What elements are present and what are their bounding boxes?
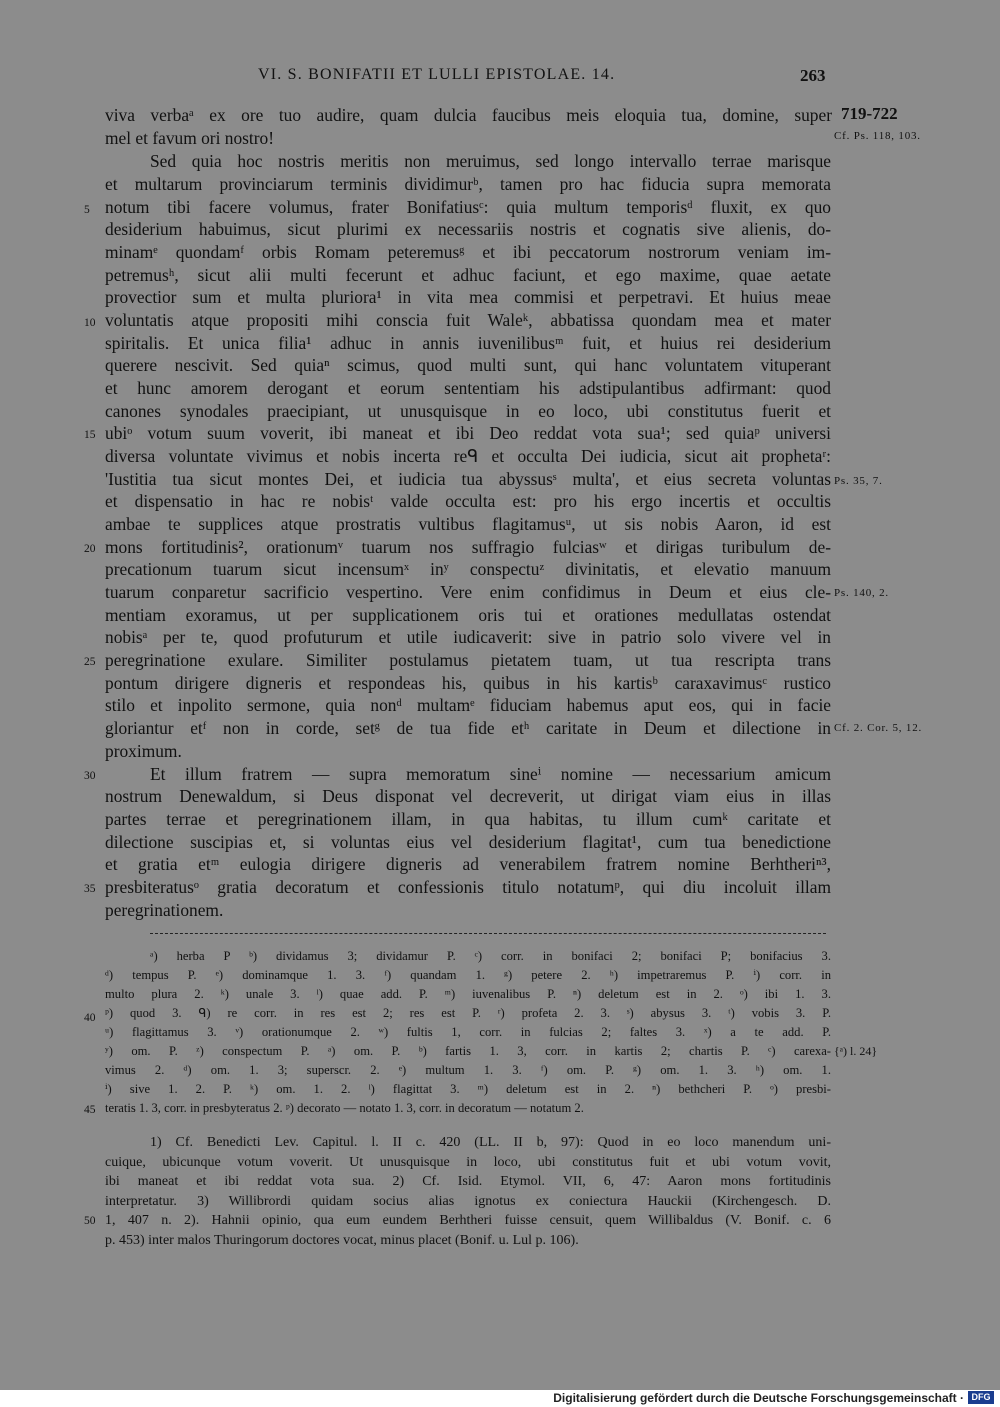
margin-ref-2-cor: Cf. 2. Cor. 5, 12. xyxy=(834,722,923,734)
text-line: desiderium habuimus, sicut plurimi ex necessariis nostris et cognatis sive alienis, do- xyxy=(105,219,831,239)
apparatus-line: ᵘ) flagittamus 3. ᵛ) orationumque 2. ʷ) fultis 1, corr. in fulcias 2; faltes 3. ˣ) a te add. P. xyxy=(105,1025,831,1039)
apparatus-side-ref: {ᵃ) l. 24} xyxy=(834,1044,878,1058)
margin-date: 719-722 xyxy=(841,104,898,123)
text-line: et gratia etᵐ eulogia dirigere digneris ad venerabilem fratrem nomine Berhtheriⁿ³, xyxy=(105,854,831,874)
text-line: nobisᵃ per te, quod profuturum et utile iudicaverit: sive in patrio solo vivere vel in xyxy=(105,627,831,647)
line-number: 10 xyxy=(84,317,96,329)
text-line: Et illum fratrem — supra memoratum sineⁱ nomine — necessarium amicum xyxy=(150,764,831,784)
line-number: 25 xyxy=(84,656,96,668)
running-head: VI. S. BONIFATII ET LULLI EPISTOLAE. 14. xyxy=(258,66,616,83)
text-line: proximum. xyxy=(105,741,182,761)
note-line: interpretatur. 3) Willibrordi quidam socius alias ignotus ex coniectura Hauckii (Kirchengesch. D. xyxy=(105,1194,831,1209)
apparatus-line: multo plura 2. ᵏ) unale 3. ˡ) quae add. P. ᵐ) iuvenalibus P. ⁿ) deletum est in 2. ᵒ) ibi 1. 3. xyxy=(105,987,831,1001)
apparatus-line: ᵈ) tempus P. ᵉ) dominamque 1. 3. ᶠ) quandam 1. ᵍ) petere 2. ʰ) impetraremus P. ⁱ) corr. in xyxy=(105,968,831,982)
apparatus-line: ʸ) om. P. ᶻ) conspectum P. ᵃ) om. P. ᵇ) fartis 1. 3, corr. in kartis 2; chartis P. ᶜ) carexa- xyxy=(105,1044,831,1058)
note-line: p. 453) inter malos Thuringorum doctores vocat, minus placet (Bonif. u. Lul p. 106). xyxy=(105,1233,579,1248)
text-line: notum tibi facere volumus, frater Bonifatiusᶜ: quia multum temporisᵈ fluxit, ex quo xyxy=(105,197,831,217)
line-number: 50 xyxy=(84,1215,96,1227)
footnote-rule xyxy=(150,933,826,934)
text-line: ubiᵒ votum suum voverit, ibi maneat et ibi Deo reddat vota sua¹; sed quiaᵖ universi xyxy=(105,423,831,443)
apparatus-line: ᵃ) herba P ᵇ) dividamus 3; dividamur P. ᶜ) corr. in bonifaci 2; bonifaci P; bonifacius 3. xyxy=(150,949,831,963)
text-line: tuarum conparetur sacrificio vespertino. Vere enim confidimus in Deum et eius cle- xyxy=(105,582,831,602)
page-number: 263 xyxy=(800,66,826,85)
text-line: dilectione suscipias et, si voluntas eius vel desiderium flagitat¹, cum tua benedictione xyxy=(105,832,831,852)
text-line: 'Iustitia tua sicut montes Dei, et iudicia tua abyssusˢ multa', et eius secreta voluntas xyxy=(105,469,831,489)
text-line: et hunc amorem derogant et eorum sententiam his adstipulantibus adfirmant: quod xyxy=(105,378,831,398)
footer-credit: Digitalisierung gefördert durch die Deutsche Forschungsgemeinschaft · xyxy=(553,1391,964,1405)
apparatus-line: ᵖ) quod 3. ᑫ) re corr. in res est 2; res est P. ʳ) profeta 2. 3. ˢ) abysus 3. ᵗ) vobis 3. P. xyxy=(105,1006,831,1020)
line-number: 45 xyxy=(84,1104,96,1116)
line-number: 15 xyxy=(84,429,96,441)
text-line: partes terrae et peregrinationem illam, in qua habitas, tu illum cumᵏ caritate et xyxy=(105,809,831,829)
text-line: querere nescivit. Sed quiaⁿ scimus, quod multi sunt, qui hanc voluntatem vituperant xyxy=(105,355,831,375)
text-line: pontum dirigere digneris et respondeas his, quibus in his kartisᵇ caraxavimusᶜ rustico xyxy=(105,673,831,693)
text-line: Sed quia hoc nostris meritis non meruimus, sed longo intervallo terrae marisque xyxy=(150,151,831,171)
text-line: nostrum Denewaldum, si Deus disponat vel decreverit, ut dirigat viam eius in illas xyxy=(105,786,831,806)
text-line: mons fortitudinis², orationumᵛ tuarum nos suffragio fulciasʷ et dirigas turibulum de- xyxy=(105,537,831,557)
dfg-logo: DFG xyxy=(968,1391,994,1404)
text-line: mentiam exoramus, ut per supplicationem oris tui et orationes medullatas ostendat xyxy=(105,605,831,625)
line-number: 40 xyxy=(84,1012,96,1024)
text-line: voluntatis atque propositi mihi conscia fuit Waleᵏ, abbatissa quondam mea et mater xyxy=(105,310,831,330)
text-line: petremusʰ, sicut alii multi fecerunt et adhuc faciunt, et ego maxime, quae aetate xyxy=(105,265,831,285)
apparatus-line: vimus 2. ᵈ) om. 1. 3; superscr. 2. ᵉ) multum 1. 3. ᶠ) om. P. ᵍ) om. 1. 3. ʰ) om. 1. xyxy=(105,1063,831,1077)
margin-ref-ps-35: Ps. 35, 7. xyxy=(834,475,883,487)
line-number: 35 xyxy=(84,883,96,895)
text-line: gloriantur etᶠ non in corde, setᵍ de tua fide etʰ caritate in Deum et dilectione in xyxy=(105,718,831,738)
text-line: minamᵉ quondamᶠ orbis Romam peteremusᵍ et ibi peccatorum nostrorum veniam im- xyxy=(105,242,831,262)
text-line: ambae te supplices atque prostratis vultibus flagitamusᵘ, ut sis nobis Aaron, id est xyxy=(105,514,831,534)
text-line: diversa voluntate vivimus et nobis incerta reᑫ et occulta Dei iudicia, sicut ait prophetaʳ: xyxy=(105,446,831,466)
text-line: peregrinatione exulare. Similiter postulamus pietatem tuam, ut tua rescripta trans xyxy=(105,650,831,670)
text-line: et dispensatio in hac re nobisᵗ valde occulta est: pro his ergo incertis et occultis xyxy=(105,491,831,511)
line-number: 5 xyxy=(84,204,90,216)
text-line: stilo et inpolito sermone, quia nonᵈ multamᵉ fiduciam habemus aput eos, qui in facie xyxy=(105,695,831,715)
line-number: 30 xyxy=(84,770,96,782)
text-line: presbiteratusᵒ gratia decoratum et confessionis titulo notatumᵖ, qui diu incoluit illam xyxy=(105,877,831,897)
apparatus-line: ⁱ) sive 1. 2. P. ᵏ) om. 1. 2. ˡ) flagittat 3. ᵐ) deletum est in 2. ⁿ) bethcheri P. ᵒ) presbi- xyxy=(105,1082,831,1096)
text-line: peregrinationem. xyxy=(105,900,224,920)
note-line: 1) Cf. Benedicti Lev. Capitul. l. II c. 420 (LL. II b, 97): Quod in eo loco manendum uni- xyxy=(150,1135,831,1150)
text-line: et multarum provinciarum terminis dividimurᵇ, tamen pro hac fiducia supra memorata xyxy=(105,174,831,194)
note-line: cuique, ubicunque votum voverit. Ut unusquisque in loco, ubi constitutus fuit et ubi votum vovit, xyxy=(105,1155,831,1170)
text-line: viva verbaᵃ ex ore tuo audire, quam dulcia faucibus meis eloquia tua, domine, super xyxy=(105,105,832,125)
note-line: ibi maneat et ibi reddat vota sua. 2) Cf. Isid. Etymol. VII, 6, 47: Aaron mons fortitudinis xyxy=(105,1174,831,1189)
line-number: 20 xyxy=(84,543,96,555)
note-line: 1, 407 n. 2). Hahnii opinio, qua eum eundem Berhtheri fuisse censuit, quem Willibaldus (V. Bonif. c. 6 xyxy=(105,1213,831,1228)
text-line: mel et favum ori nostro! xyxy=(105,128,275,148)
text-line: spiritalis. Et unica filia¹ adhuc in annis iuvenilibusᵐ fuit, et huius rei desiderium xyxy=(105,333,831,353)
margin-ref-ps-140: Ps. 140, 2. xyxy=(834,587,889,599)
apparatus-line: teratis 1. 3, corr. in presbyteratus 2. ᵖ) decorato — notato 1. 3, corr. in decoratum — notatum 2. xyxy=(105,1101,584,1115)
text-line: provectior sum et multa pluriora¹ in vita mea commisi et perpetravi. Et huius meae xyxy=(105,287,831,307)
text-line: precationum tuarum sicut incensumˣ inʸ conspectuᶻ divinitatis, et elevatio manuum xyxy=(105,559,831,579)
text-line: canones synodales praecipiant, ut unusquisque in eo loco, ubi constitutus fuerit et xyxy=(105,401,831,421)
margin-ref-ps-118: Cf. Ps. 118, 103. xyxy=(834,130,921,142)
